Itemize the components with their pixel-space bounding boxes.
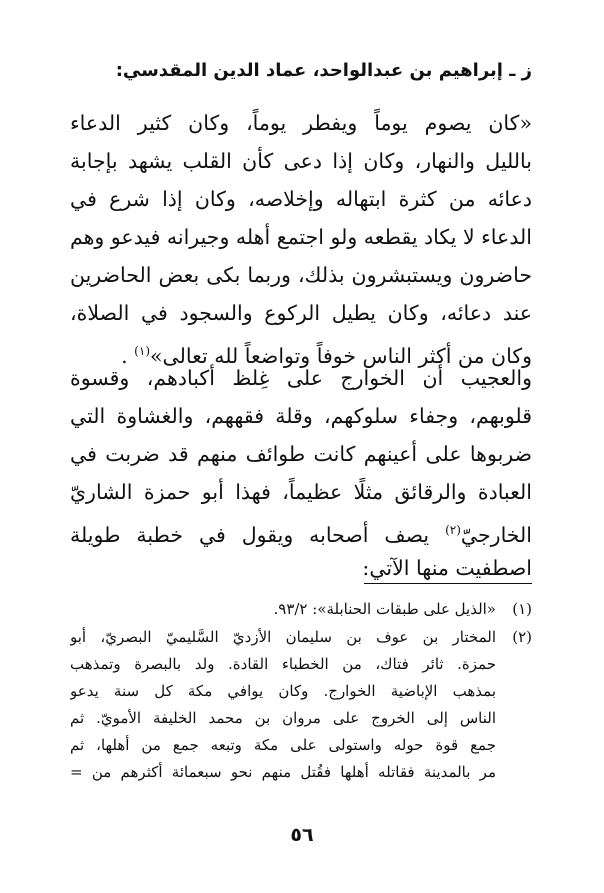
text-fragment: الخارجيّ [460,522,532,547]
text-line: «كان يصوم يوماً ويفطر يوماً، وكان كثير الدعاء [70,111,532,135]
text-line: اصطفيت منها الآتي: [362,556,532,580]
text-line: دعائه من كثرة ابتهاله وإخلاصه، وكان إذا شرع في [70,187,532,211]
footnote-1 [70,596,532,623]
footnote-line: حمزة. ثائر فتاك، من الخطباء القادة. ولد بالبصرة وتمذهب [70,655,496,673]
text-line: حاضرون ويستبشرون بذلك، وربما بكى بعض الحاضرين [70,263,532,287]
footnote-ref-2[interactable]: (٢) [445,523,461,537]
footnote-line: «الذيل على طبقات الحنابلة»: ٩٣/٢. [273,600,496,618]
body-paragraph [70,359,532,587]
text-fragment: يصف أصحابه ويقول في خطبة طويلة [70,522,430,547]
footnote-line: المختار بن عوف بن سليمان الأزديّ السَّليميّ البصريّ، أبو [70,628,496,646]
text-line: قلوبهم، وجفاء سلوكهم، وقلة فقههم، والغشاوة التي [70,404,532,428]
footnote-line: مر بالمدينة فقاتله أهلها فقُتل منهم نحو سبعمائة أكثرهم من = [70,763,496,781]
footnote-number: (١) [512,600,532,618]
footnote-line: الناس إلى الخروج على مروان بن محمد الخليفة الأمويّ. ثم [70,709,496,727]
section-heading: ز ـ إبراهيم بن عبدالواحد، عماد الدين المقدسي: [115,60,532,81]
text-line: الدعاء لا يكاد يقطعه ولو اجتمع أهله وجيرانه فيدعو وهم [70,225,532,249]
footnote-2 [70,624,532,786]
text-line: عند دعائه، وكان يطيل الركوع والسجود في الصلاة، [70,301,532,325]
footnote-number: (٢) [512,628,532,646]
footnote-line: بمذهب الإباضية الخوارج. وكان يوافي مكة كل سنة يدعو [70,682,496,700]
page-number: ٥٦ [290,824,314,846]
text-line [70,511,532,549]
text-line: العبادة والرقائق مثلًا عظيماً، فهذا أبو حمزة الشاريّ [70,480,532,504]
text-fragment: . [121,343,135,368]
text-line: ضربوها على أعينهم كانت طوائف منهم قد ضربت في [70,442,532,466]
text-fragment: وكان من أكثر الناس خوفاً وتواضعاً لله تعالى» [150,343,532,368]
footnote-ref-1[interactable]: (١) [134,344,150,358]
quote-paragraph [70,104,532,370]
text-line: بالليل والنهار، وكان إذا دعى كأن القلب يشهد بإجابة [70,149,532,173]
footnote-line: جمع قوة حوله واستولى على مكة وتبعه جمع من أهلها، ثم [70,736,496,754]
footnote-divider [364,583,532,584]
text-line: والعجيب أن الخوارج على غِلظ أكبادهم، وقسوة [70,366,532,390]
